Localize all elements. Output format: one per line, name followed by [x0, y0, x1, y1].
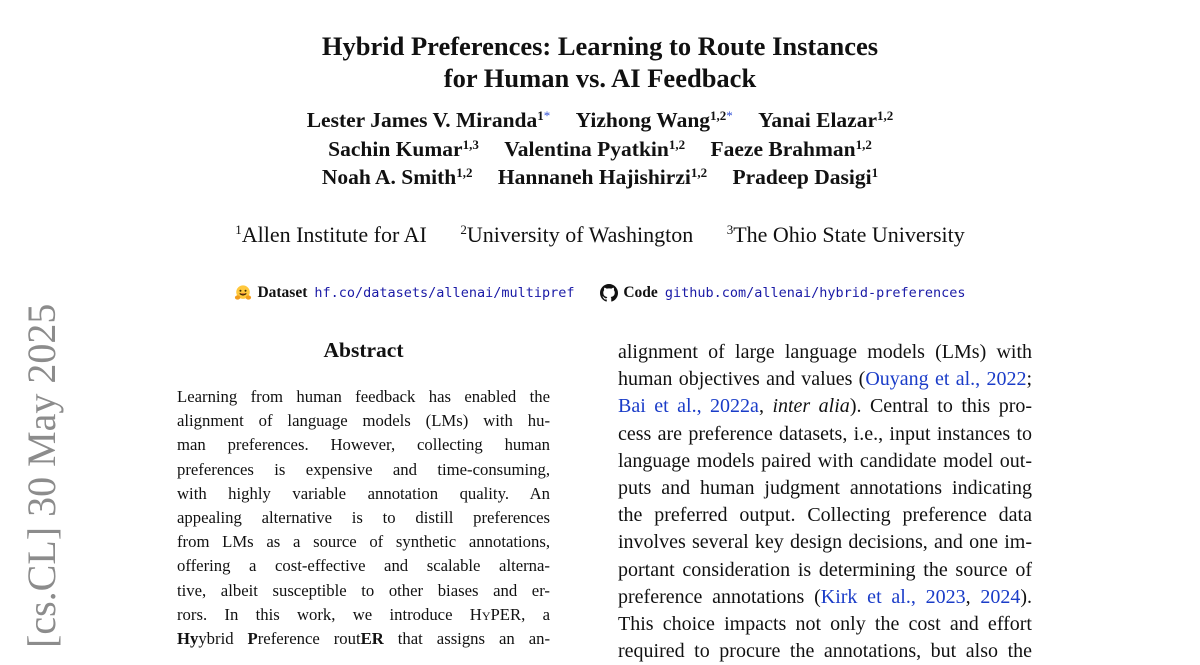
body-line: cess are preference datasets, i.e., input instances to [618, 422, 1032, 445]
dataset-url-link[interactable]: hf.co/datasets/allenai/multipref [314, 285, 575, 301]
author-row-2 [0, 135, 1200, 164]
abstract-heading: Abstract [323, 338, 404, 362]
abstract-line: preferences is expensive and time-consuming, [177, 459, 550, 479]
author: Faeze Brahman$^{1,2}$ [710, 136, 872, 161]
body-line: portant consideration is determining the source of [618, 558, 1032, 581]
abstract-line: offering a cost-effective and scalable alterna- [177, 556, 550, 576]
body-line: involves several key design decisions, and one im- [618, 531, 1032, 554]
hyper-name: HyPER [469, 604, 522, 624]
author: Valentina Pyatkin$^{1,2}$ [504, 136, 686, 161]
author-block [0, 106, 1200, 192]
abstract-line: tive, albeit susceptible to other biases and er- [177, 580, 550, 600]
citation-link[interactable]: Ouyang et al., 2022 [865, 368, 1027, 391]
author: Yizhong Wang$^{1,2*}$ [575, 108, 733, 132]
title-line-1: Hybrid Preferences: Learning to Route Instances [321, 31, 879, 61]
body-line: Bai et al., 2022a, inter alia). Central to this pro- [618, 395, 1033, 418]
body-line: This choice impacts not only the cost and effort [618, 613, 1032, 636]
citation-link[interactable]: 2024 [980, 585, 1021, 608]
introduction-text [618, 339, 1032, 665]
abstract-text [177, 385, 550, 651]
citation-link[interactable]: Kirk et al., 2023 [820, 585, 966, 608]
abstract-line: from LMs as a source of synthetic annotations, [177, 532, 550, 552]
author: Sachin Kumar$^{1,3}$ [328, 136, 479, 161]
body-line: alignment of large language models (LMs) with [618, 341, 1032, 363]
affiliations [0, 221, 1200, 249]
citation-link[interactable]: Bai et al., 2022a [618, 395, 759, 418]
body-line: the preferred output. Collecting preference data [618, 504, 1032, 527]
github-octocat-icon [600, 284, 618, 302]
dataset-label: Dataset [257, 284, 308, 301]
author: Noah A. Smith$^{1,2}$ [321, 165, 473, 189]
paper-title [0, 30, 1200, 94]
affiliation: $^2$University of Washington [460, 222, 694, 247]
resource-links [0, 283, 1200, 308]
body-line: language models paired with candidate model out- [618, 449, 1032, 472]
abstract-line: with highly variable annotation quality. An [177, 483, 550, 503]
dataset-link-group [234, 283, 574, 303]
arxiv-side-stamp: [cs.CL] 30 May 2025 [19, 303, 64, 648]
hugging-face-emoji-icon [234, 284, 252, 302]
body-line: human objectives and values (Ouyang et al., 2022; [618, 368, 1033, 391]
code-label: Code [623, 284, 658, 301]
body-line: required to procure the annotations, but also the [618, 640, 1032, 663]
abstract-line: Learning from human feedback has enabled the [177, 387, 550, 406]
affiliation: $^3$The Ohio State University [726, 222, 965, 247]
code-url-link[interactable]: github.com/allenai/hybrid-preferences [664, 285, 966, 301]
code-link-group [600, 283, 965, 303]
affiliation: $^1$Allen Institute for AI [235, 222, 427, 247]
abstract-line: Hyybrid Preference routER that assigns an an- [177, 629, 550, 649]
author: Yanai Elazar$^{1,2}$ [758, 108, 894, 132]
abstract-line: man preferences. However, collecting human [177, 435, 550, 455]
author: Pradeep Dasigi$^1$ [732, 165, 879, 189]
author-row-3 [0, 163, 1200, 192]
title-line-2: for Human vs. AI Feedback [443, 63, 757, 93]
abstract-line: appealing alternative is to distill preferences [177, 508, 550, 528]
body-line: puts and human judgment annotations indicating [618, 477, 1032, 500]
abstract-line: alignment of language models (LMs) with hu- [177, 411, 550, 431]
body-line: preference annotations (Kirk et al., 2023, 2024). [618, 585, 1033, 608]
author: Hannaneh Hajishirzi$^{1,2}$ [497, 165, 708, 189]
author: Lester James V. Miranda$^{1*}$ [306, 108, 551, 132]
abstract-line: rors. In this work, we introduce HyPER, a [177, 604, 550, 624]
author-row-1 [0, 106, 1200, 135]
